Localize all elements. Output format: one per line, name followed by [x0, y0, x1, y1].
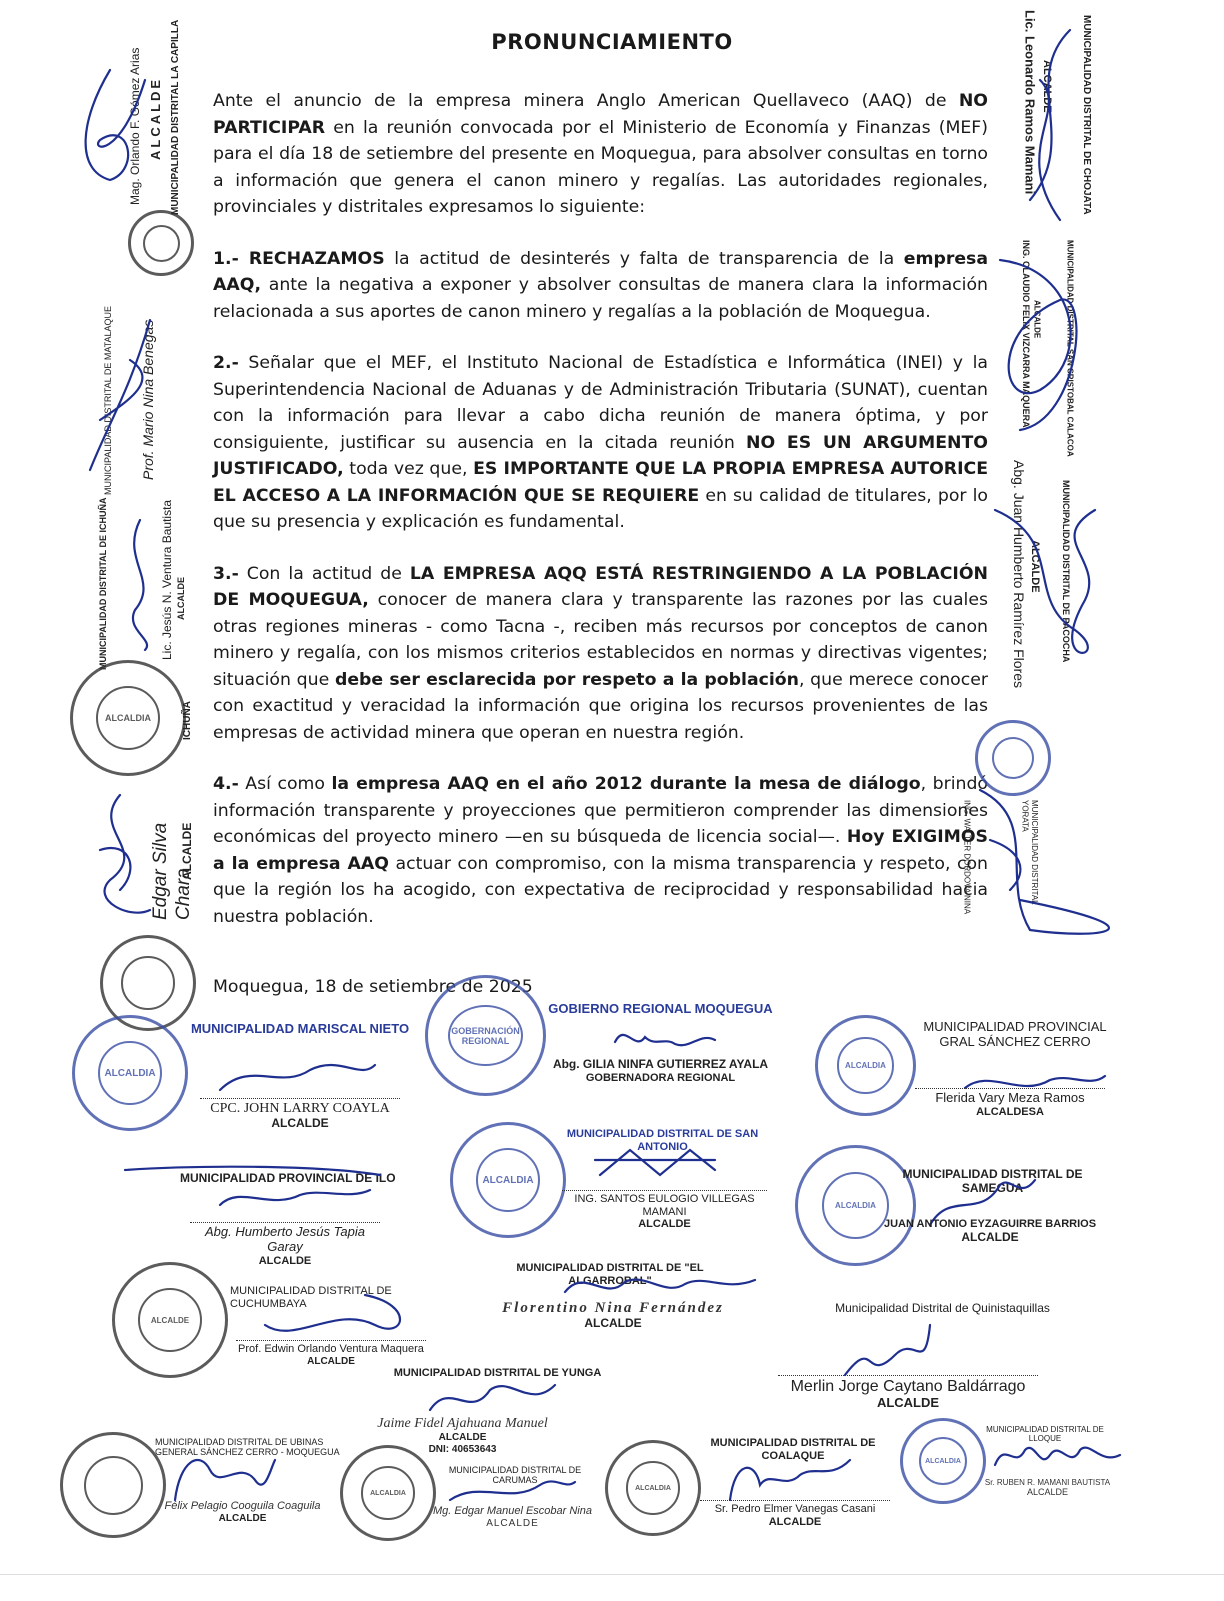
sig-name: Flerida Vary Meza Ramos: [915, 1088, 1105, 1106]
sig-name: Sr. Pedro Elmer Vanegas Casani: [700, 1500, 890, 1516]
text-run: ante la negativa a exponer y absolver consultas de manera clara la información relacionada a sus aportes de canon minero y regalías a la población de Moquegua.: [213, 275, 988, 322]
sig-mariscal-nieto: [190, 1022, 410, 1037]
text-run: , brindó información transparente y proyecciones que permitieron comprender las dimensiones económicas del proyecto minero —en su búsqueda de licencia social—.: [213, 774, 988, 847]
left-sig-4-role: ALCALDE: [180, 822, 194, 880]
seal-gobierno-regional: [425, 975, 546, 1096]
seal-label: ALCALDIA: [835, 1201, 876, 1210]
text-run: Hoy EXIGIMOS a la empresa AAQ: [213, 827, 988, 874]
sig-role: ALCALDE: [1026, 1487, 1069, 1498]
left-sig-1-signature: [70, 60, 150, 190]
sig-role: ALCALDE: [271, 1116, 329, 1131]
sig-mariscal-nieto-namebox: [200, 1098, 400, 1131]
right-sig-2-name: ING. CLAUDIO FELIX VIZCARRA MAQUERA: [1020, 240, 1031, 428]
right-sig-3-name: Abg. Juan Humberto Ramírez Flores: [1010, 460, 1027, 688]
point-2-paragraph: [213, 350, 988, 536]
sig-gobierno-regional-namebox: [548, 1058, 773, 1084]
left-sig-4-name: Edgar Silva Chara: [150, 822, 194, 920]
sig-org: MUNICIPALIDAD DISTRITAL DE LLOQUE: [986, 1425, 1104, 1444]
sig-org: MUNICIPALIDAD DISTRITAL DE "EL ALGARROBAL": [516, 1262, 704, 1287]
sig-name: Jaime Fidel Ajahuana Manuel: [377, 1416, 548, 1431]
text-run: en su calidad de titulares, por lo que su presencia y explicación es fundamental.: [213, 485, 988, 532]
left-sig-2-org: MUNICIPALIDAD DISTRITAL DE MATALAQUE: [103, 305, 113, 495]
sig-org: MUNICIPALIDAD DISTRITAL DE UBINAS GENERAL SÁNCHEZ CERRO - MOQUEGUA: [155, 1437, 340, 1458]
sig-role: ALCALDE: [307, 1355, 355, 1367]
text-run: empresa AAQ,: [213, 248, 989, 295]
seal-mariscal-nieto: [72, 1015, 188, 1131]
intro-paragraph: [213, 88, 988, 221]
seal-sanchez-cerro: [815, 1015, 916, 1116]
sig-san-antonio-namebox: [562, 1190, 767, 1231]
sig-role: ALCALDE: [486, 1517, 539, 1529]
seal-ichuna-label: ICHUÑA: [182, 701, 193, 740]
text-run: NO PARTICIPAR: [213, 91, 988, 138]
sig-carumas-signature: [440, 1470, 580, 1510]
sig-quinistaquillas-namebox: [778, 1375, 1038, 1411]
text-run: en la reunión convocada por el Ministerio de Economía y Finanzas (MEF) para el día 18 de setiembre del presente en Moquegua, para absolver consultas en torno a información que genera el canon minero y regalías. Las autoridades regionales, provinciales y distritales expresamos lo siguiente:: [213, 117, 988, 217]
sig-gobierno-regional: [548, 1002, 773, 1017]
left-sig-3-org: MUNICIPALIDAD DISTRITAL DE ICHUÑA: [98, 497, 108, 670]
sig-cuchumbaya-namebox: [236, 1340, 426, 1367]
sig-name: Abg. GILIA NINFA GUTIERREZ AYALA: [552, 1057, 769, 1071]
seal-label: ALCALDIA: [925, 1457, 961, 1465]
text-run: 1.-: [213, 248, 249, 269]
sig-role: ALCALDE: [876, 1395, 940, 1411]
sig-role: GOBERNADORA REGIONAL: [585, 1071, 736, 1084]
text-run: ES IMPORTANTE QUE LA PROPIA EMPRESA AUTORICE EL ACCESO A LA INFORMACIÓN QUE SE REQUIERE: [213, 459, 989, 506]
right-sig-1-signature: [990, 20, 1090, 240]
sig-mariscal-nieto-signature: [210, 1050, 380, 1100]
left-sig-4-signature: [80, 790, 160, 930]
sig-role: ALCALDE: [218, 1512, 267, 1524]
seal-cuchumbaya: [112, 1262, 228, 1378]
sig-algarrobal-namebox: [478, 1300, 748, 1331]
right-sig-3-role: ALCALDE: [1029, 540, 1042, 593]
seal-label: ALCALDE: [150, 1315, 190, 1325]
left-sig-1-role: ALCALDE: [148, 76, 163, 160]
text-run: RECHAZAMOS: [248, 248, 385, 269]
text-run: , que merece conocer con exactitud y veracidad la información que origina los recursos provenientes de las empresas de actividad minera que operan en nuestra región.: [213, 669, 988, 743]
place-date: Moquegua, 18 de setiembre de 2025: [213, 977, 533, 997]
sig-org: MUNICIPALIDAD MARISCAL NIETO: [190, 1021, 410, 1036]
text-run: la empresa AAQ en el año 2012 durante la mesa de diálogo: [331, 774, 921, 794]
right-sig-2-role: ALCALDE: [1032, 300, 1042, 339]
sig-lloque-signature: [985, 1430, 1125, 1480]
sig-name: Mg. Edgar Manuel Escobar Nina: [433, 1505, 592, 1517]
seal-label: GOBERNACIÓN REGIONAL: [451, 1025, 520, 1046]
right-sig-3-org: MUNICIPALIDAD DISTRITAL DE PACOCHA: [1060, 480, 1071, 663]
sig-role: ALCALDE: [584, 1316, 642, 1331]
sig-org: MUNICIPALIDAD DISTRITAL DE CUCHUMBAYA: [230, 1285, 392, 1310]
sig-org: MUNICIPALIDAD PROVINCIAL GRAL SÁNCHEZ CERRO: [923, 1019, 1107, 1049]
seal-ubinas: [60, 1432, 166, 1538]
point-4-paragraph: [213, 771, 988, 930]
right-sig-4-org: MUNICIPALIDAD DISTRITAL YORATA: [1020, 800, 1040, 905]
sig-org: MUNICIPALIDAD DISTRITAL DE SAMEGUA: [902, 1167, 1083, 1195]
sig-name: Sr. RUBEN R. MAMANI BAUTISTA: [984, 1478, 1111, 1487]
sig-san-antonio-signature: [590, 1145, 720, 1185]
right-sig-4-signature: [960, 780, 1180, 950]
seal-label: ALCALDIA: [482, 1174, 534, 1186]
text-run: Ante el anuncio de la empresa minera Anglo American Quellaveco (AAQ) de: [213, 91, 959, 111]
sig-role: ALCALDE: [768, 1515, 822, 1528]
left-sig-2-name: Prof. Mario Nina Benegas: [140, 319, 156, 480]
left-seal-ichuna: [70, 660, 186, 776]
seal-san-antonio: [450, 1122, 566, 1238]
seal-label: ALCALDIA: [635, 1484, 671, 1492]
text-run: Con la actitud de: [238, 563, 410, 584]
text-run: conocer de manera clara y transparente las razones por las cuales otras regiones mineras - como Tacna -, reciben más recursos por conceptos de canon minero y regalía, con los mismos criterios establecidos en normas y directivas vigentes; situación que: [213, 590, 988, 690]
sig-samegua-namebox: [875, 1218, 1105, 1244]
seal-carumas: [340, 1445, 436, 1541]
sig-coalaque-namebox: [700, 1500, 890, 1528]
left-sig-3-name: Lic. Jesús N. Ventura Bautista: [160, 499, 174, 660]
sig-name: Félix Pelagio Cooguila Coaguila: [164, 1500, 321, 1512]
text-run: la actitud de desinterés y falta de transparencia de la: [384, 248, 904, 269]
left-sig-1-name: Mag. Orlando F. Gómez Arias: [128, 47, 142, 205]
sig-name: ING. SANTOS EULOGIO VILLEGAS MAMANI: [562, 1190, 767, 1218]
seal-samegua: [795, 1145, 916, 1266]
sig-role: ALCALDESA: [976, 1105, 1044, 1118]
sig-role: ALCALDE: [258, 1254, 312, 1267]
right-sig-1-name: Lic. Leonardo Ramos Mamani: [1022, 10, 1038, 195]
sig-ubinas-namebox: [155, 1500, 330, 1524]
text-run: toda vez que,: [343, 459, 474, 479]
left-sig-3-role: ALCALDE: [176, 577, 186, 620]
document-body: [213, 88, 988, 930]
right-sig-1-org: MUNICIPALIDAD DISTRITAL DE CHOJATA: [1081, 15, 1092, 215]
sig-name: Merlin Jorge Caytano Baldárrago: [778, 1375, 1038, 1396]
left-sig-1-org: MUNICIPALIDAD DISTRITAL LA CAPILLA: [170, 19, 181, 215]
left-seal-1: [128, 210, 194, 276]
sig-gobierno-regional-signature: [605, 1022, 725, 1062]
right-sig-2-signature: [980, 240, 1100, 440]
sig-org: MUNICIPALIDAD PROVINCIAL DE ILO: [180, 1171, 396, 1185]
sig-org: MUNICIPALIDAD DISTRITAL DE SAN ANTONIO: [566, 1128, 759, 1153]
sig-org: GOBIERNO REGIONAL MOQUEGUA: [548, 1001, 773, 1016]
text-run: 4.-: [213, 774, 239, 794]
text-run: 3.-: [213, 563, 239, 584]
bottom-edge: [0, 1574, 1224, 1601]
text-run: Así como: [238, 774, 332, 794]
text-run: Señalar que el MEF, el Instituto Nacional de Estadística e Informática (INEI) y la Superintendencia Nacional de Aduanas y de Administración Tributaria (SUNAT), cuentan con la información para llevar a cabo dicha reunión de manera óptima, y por consiguiente, justificar su ausencia en la citada reunión: [213, 353, 988, 453]
text-run: actuar con compromiso, con la misma transparencia y respeto, con que la región los ha acogido, con expectativa de reciprocidad y responsabilidad hacia nuestra población.: [213, 853, 988, 927]
left-sig-2-signature: [70, 300, 170, 480]
sig-name: Prof. Edwin Orlando Ventura Maquera: [236, 1340, 426, 1356]
sig-org: MUNICIPALIDAD DISTRITAL DE YUNGA: [393, 1367, 602, 1379]
text-run: LA EMPRESA AQQ ESTÁ RESTRINGIENDO A LA POBLACIÓN DE MOQUEGUA,: [213, 563, 988, 610]
seal-label: ALCALDIA: [104, 1067, 156, 1079]
right-sig-3-signature: [985, 480, 1125, 680]
sig-org: MUNICIPALIDAD DISTRITAL DE COALAQUE: [710, 1437, 876, 1462]
sig-dni: DNI: 40653643: [428, 1443, 497, 1455]
sig-ilo-namebox: [190, 1222, 380, 1268]
sig-name: Florentino Nina Fernández: [502, 1300, 724, 1316]
seal-label: ALCALDIA: [370, 1489, 406, 1497]
point-1-paragraph: [213, 246, 988, 326]
text-run: NO ES UN ARGUMENTO JUSTIFICADO,: [213, 432, 988, 479]
right-sig-1-role: ALCALDE: [1041, 60, 1054, 113]
seal-label: ALCALDIA: [105, 713, 151, 723]
sig-carumas-namebox: [430, 1505, 595, 1529]
sig-lloque-namebox: [975, 1478, 1120, 1498]
sig-org: MUNICIPALIDAD DISTRITAL DE CARUMAS: [448, 1465, 582, 1486]
right-sig-4-name: ING. WALTER DORDOVA NINA: [962, 800, 972, 915]
sig-sanchez-cerro: [915, 1020, 1115, 1050]
sig-name: CPC. JOHN LARRY COAYLA: [200, 1098, 400, 1117]
sig-name: JUAN ANTONIO EYZAGUIRRE BARRIOS: [883, 1218, 1097, 1230]
sig-role: ALCALDE: [961, 1229, 1019, 1244]
text-run: 2.-: [213, 353, 239, 373]
text-run: debe ser esclarecida por respeto a la población: [334, 669, 799, 690]
right-sig-2-org: MUNICIPALIDAD DISTRITAL SAN CRISTOBAL CALACOA: [1065, 240, 1075, 457]
point-3-paragraph: [213, 561, 988, 747]
sig-role: ALCALDE: [438, 1432, 487, 1444]
seal-lloque: [900, 1418, 986, 1504]
sig-org: Municipalidad Distrital de Quinistaquillas: [835, 1301, 1050, 1315]
sig-sanchez-cerro-namebox: [915, 1088, 1105, 1119]
seal-label: ALCALDIA: [845, 1061, 886, 1070]
sig-cuchumbaya-signature: [255, 1285, 425, 1345]
sig-role: ALCALDE: [638, 1218, 691, 1231]
sig-name: Abg. Humberto Jesús Tapia Garay: [190, 1222, 380, 1255]
left-sig-3-signature: [115, 510, 165, 650]
document-title: PRONUNCIAMIENTO: [491, 30, 733, 54]
sig-quinistaquillas: [815, 1302, 1070, 1316]
